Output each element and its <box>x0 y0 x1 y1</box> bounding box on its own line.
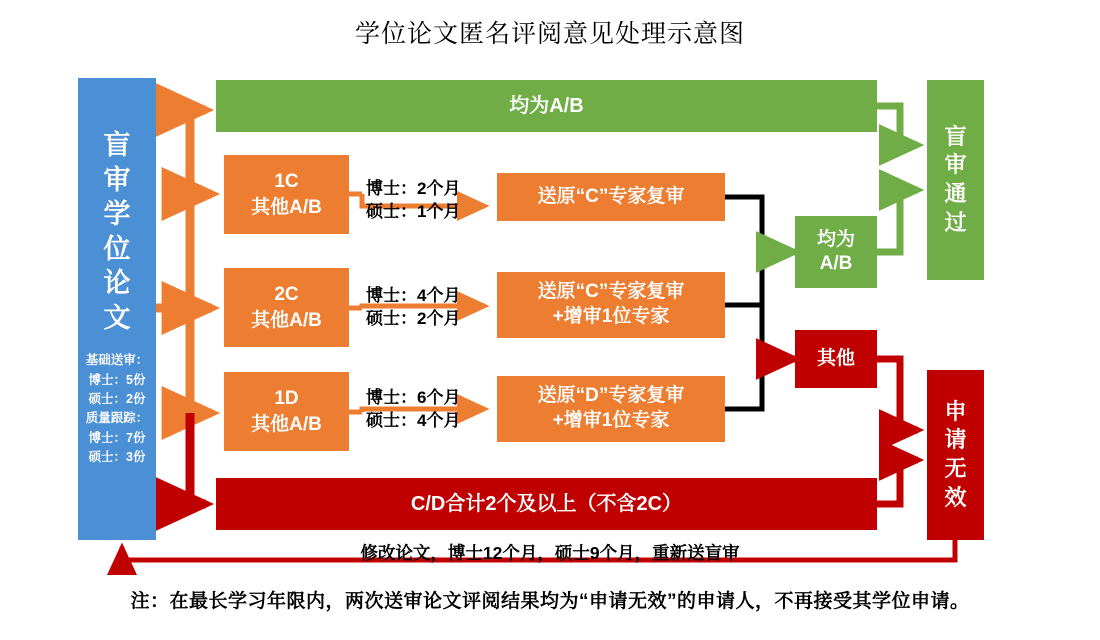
note-line: 博士：7份 <box>88 430 146 445</box>
condition-line2: 其他A/B <box>251 413 322 435</box>
note-line: 博士：5份 <box>88 372 146 387</box>
duration-line2: 硕士：1个月 <box>366 201 461 221</box>
left-source-box <box>78 78 156 540</box>
condition-box-1d <box>224 372 349 451</box>
cd-sum-box: C/D合计2个及以上（不含2C） <box>216 478 877 530</box>
mid-all-ab-line2: A/B <box>819 253 853 274</box>
action-line2: +增审1位专家 <box>552 410 670 431</box>
action-box-row3 <box>497 376 725 442</box>
condition-line1: 1D <box>274 387 299 409</box>
footnote-text: 注：在最长学习年限内，两次送审论文评阅结果均为“申请无效”的申请人，不再接受其学位申请。 <box>130 591 970 612</box>
duration-line1: 博士：2个月 <box>366 179 461 198</box>
mid-all-ab-line1: 均为 <box>816 229 855 251</box>
duration-line2: 硕士：4个月 <box>366 410 461 430</box>
action-line1: 送原“C”专家复审 <box>537 281 685 303</box>
revise-loop-label: 修改论文，博士12个月，硕士9个月，重新送盲审 <box>360 543 740 563</box>
left-source-note <box>86 351 149 467</box>
mid-all-ab-box <box>795 216 877 288</box>
condition-line1: 2C <box>274 283 299 305</box>
action-box-row2 <box>497 272 725 338</box>
note-line: 硕士：3份 <box>88 450 146 465</box>
all-ab-box: 均为A/B <box>216 80 877 132</box>
page-title: 学位论文匿名评阅意见处理示意图 <box>354 21 745 48</box>
application-invalid-box: 申 请 无 效 <box>927 370 984 540</box>
condition-box-1c <box>224 155 349 234</box>
duration-line1: 博士：4个月 <box>366 286 461 305</box>
blind-review-pass-box: 盲 审 通 过 <box>927 80 984 280</box>
duration-label-row3 <box>366 387 460 433</box>
condition-line1: 1C <box>274 170 299 192</box>
duration-line1: 博士：6个月 <box>366 388 461 407</box>
action-line1: 送原“D”专家复审 <box>537 385 685 407</box>
duration-line2: 硕士：2个月 <box>366 308 461 328</box>
other-result-box: 其他 <box>795 330 877 388</box>
duration-label-row2 <box>366 285 460 331</box>
note-line: 基础送审： <box>85 353 149 368</box>
note-line: 硕士：2份 <box>88 392 146 407</box>
condition-box-2c <box>224 268 349 347</box>
left-source-label: 盲 审 学 位 论 文 <box>103 130 131 333</box>
condition-line2: 其他A/B <box>251 309 322 331</box>
action-line2: +增审1位专家 <box>552 306 670 327</box>
action-line1: 送原“C”专家复审 <box>537 185 685 207</box>
condition-line2: 其他A/B <box>251 196 322 218</box>
note-line: 质量跟踪： <box>85 411 149 426</box>
action-box-row1 <box>497 173 725 221</box>
duration-label-row1 <box>366 178 460 224</box>
